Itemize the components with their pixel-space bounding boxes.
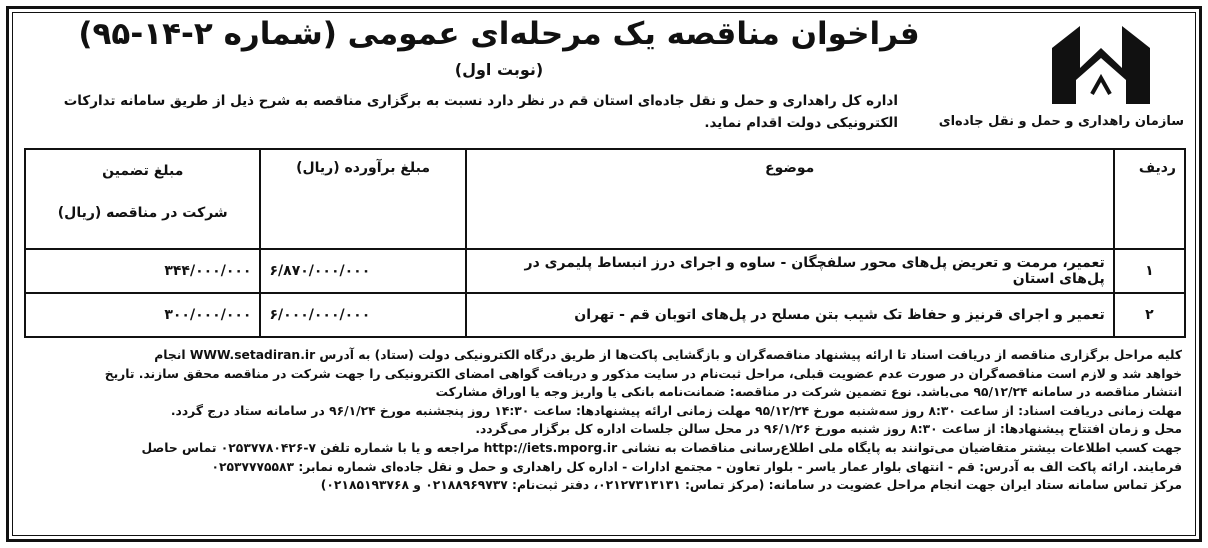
notice-intro: اداره کل راهداری و حمل و نقل جاده‌ای استان قم در نظر دارد نسبت به برگزاری مناقصه به شرح ذیل از طریق سامانه تدارکات الکترونیکی دولت اقدام نماید. [63,93,898,131]
details-line: خواهد شد و لازم است مناقصه‌گران در صورت عدم عضویت قبلی، مراحل ثبت‌نام در سایت مذکور و دریافت گواهی امضای الکترونیکی را جهت شرکت در مناقصه محقق سازند. تاریخ [104,366,1182,381]
tender-items-table [24,148,1186,338]
row-subject: تعمیر، مرمت و تعریض پل‌های محور سلفچگان - ساوه و اجرای درز انبساط پلیمری در پل‌های استان [466,249,1114,293]
table-row [25,293,1185,337]
details-line: مهلت زمانی دریافت اسناد: از ساعت ۸:۳۰ روز سه‌شنبه مورخ ۹۵/۱۲/۲۴ مهلت زمانی ارائه پیشنهادها: ساعت ۱۴:۳۰ روز پنجشنبه مورخ ۹۶/۱/۲۴ در سامانه ستاد درج گردد. [170,403,1182,418]
details-line: مرکز تماس سامانه ستاد ایران جهت انجام مراحل عضویت در سامانه: (مرکز تماس: ۰۲۱۲۷۳۱۳۱۳۱، دفتر ثبت‌نام: ۰۲۱۸۸۹۶۹۷۳۷ و ۰۲۱۸۵۱۹۳۷۶۸) [320,478,1182,493]
details-line: محل و زمان افتتاح پیشنهادها: از ساعت ۸:۳۰ روز شنبه مورخ ۹۶/۱/۲۶ در محل سالن جلسات اداره کل برگزار می‌گردد. [475,422,1182,437]
row-guarantee: ۳۰۰/۰۰۰/۰۰۰ [25,293,260,337]
road-organization-logo-icon [1046,18,1156,108]
row-number: ۱ [1114,249,1185,293]
details-line: انتشار مناقصه در سامانه ۹۵/۱۲/۲۴ می‌باشد. نوع تضمین شرکت در مناقصه: ضمانت‌نامه بانکی یا واریز وجه یا اوراق مشارکت [435,385,1182,400]
row-subject: تعمیر و اجرای قرنیز و حفاظ تک شیب بتن مسلح در پل‌های اتوبان قم - تهران [466,293,1114,337]
header-estimate: مبلغ برآورده (ریال) [260,149,465,249]
header-guarantee-line1: مبلغ تضمین [102,163,184,179]
details-line: جهت کسب اطلاعات بیشتر متقاضیان می‌توانند به پایگاه ملی اطلاع‌رسانی مناقصات به نشانی http://iets.mporg.ir مراجعه و یا با شماره تلفن ۷-۰۲۵۳۷۷۸۰۴۲۶ تماس حاصل [141,440,1182,455]
organization-name: سازمان راهداری و حمل و نقل جاده‌ای [938,114,1184,129]
row-estimate: ۶/۸۷۰/۰۰۰/۰۰۰ [260,249,465,293]
details-line: کلیه مراحل برگزاری مناقصه از دریافت اسناد تا ارائه پیشنهاد مناقصه‌گران و بازگشایی پاکت‌ها از طریق درگاه الکترونیکی دولت (ستاد) به آدرس WWW.setadiran.ir انجام [154,348,1182,362]
table-header-row [25,149,1185,249]
table-row [25,249,1185,293]
details-line: فرمایند. ارائه پاکت الف به آدرس: قم - انتهای بلوار عمار یاسر - بلوار تعاون - مجتمع ادارات - اداره کل راهداری و حمل و نقل جاده‌ای شماره نمابر: ۰۲۵۳۷۷۷۵۵۸۳ [211,459,1182,474]
notice-details [26,346,1182,495]
row-number: ۲ [1114,293,1185,337]
header-guarantee [25,149,260,249]
row-guarantee: ۳۴۴/۰۰۰/۰۰۰ [25,249,260,293]
notice-subtitle: (نوبت اول) [454,60,544,79]
header-subject: موضوع [466,149,1114,249]
row-estimate: ۶/۰۰۰/۰۰۰/۰۰۰ [260,293,465,337]
notice-title: فراخوان مناقصه یک مرحله‌ای عمومی (شماره ۲-۱۴-۹۵) [78,16,920,52]
header-row-number: ردیف [1114,149,1185,249]
header-guarantee-line2: شرکت در مناقصه (ریال) [57,205,228,221]
